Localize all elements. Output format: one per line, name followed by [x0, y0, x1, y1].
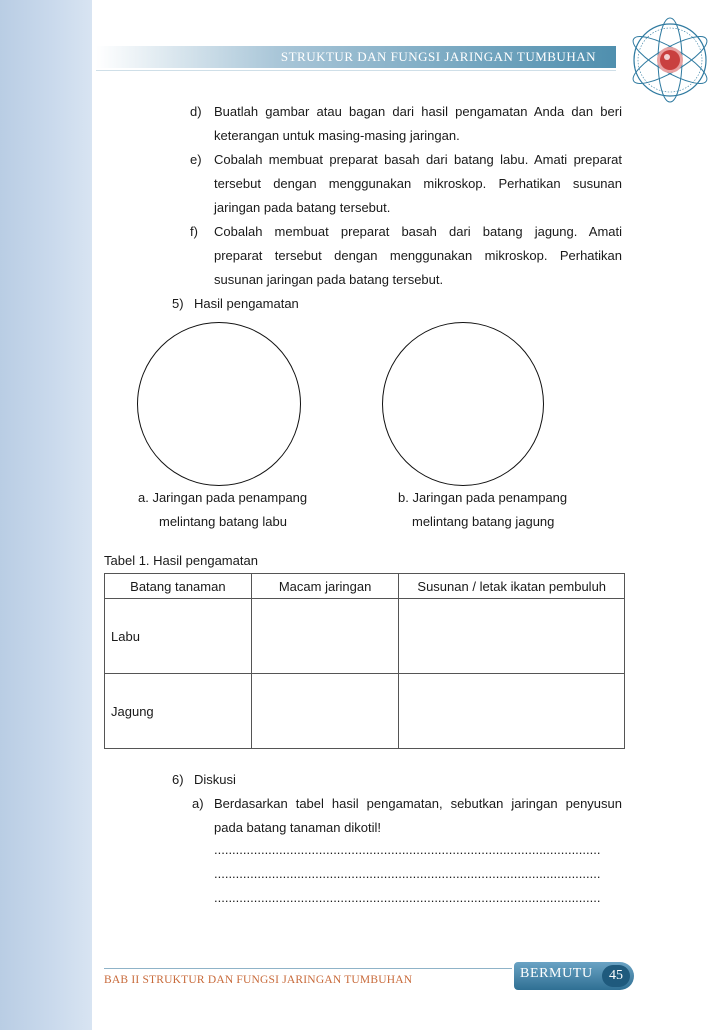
atom-emblem-logo	[624, 14, 716, 106]
page-number: 45	[602, 965, 630, 987]
step-f-line-1: Cobalah membuat preparat basah dari batang jagung. Amati	[214, 224, 622, 239]
step-d-marker: d)	[190, 104, 202, 119]
cell-jagung-susunan[interactable]	[399, 674, 625, 749]
table-header-row	[105, 574, 625, 599]
table-row	[105, 674, 625, 749]
cell-labu-macam-jaringan[interactable]	[251, 599, 399, 674]
header-rule	[96, 70, 616, 71]
answer-line-2[interactable]: ...........................................................................................................	[214, 866, 601, 881]
caption-a-line-1: a. Jaringan pada penampang	[138, 490, 308, 505]
question-a-line-2: pada batang tanaman dikotil!	[214, 820, 381, 835]
answer-line-3[interactable]: ...........................................................................................................	[214, 890, 601, 905]
footer-chapter-title: BAB II STRUKTUR DAN FUNGSI JARINGAN TUMBUHAN	[104, 974, 413, 986]
table-caption: Tabel 1. Hasil pengamatan	[104, 553, 258, 568]
step-e-marker: e)	[190, 152, 202, 167]
column-header-susunan: Susunan / letak ikatan pembuluh	[399, 574, 625, 599]
column-header-macam-jaringan: Macam jaringan	[251, 574, 399, 599]
side-band	[0, 0, 92, 1030]
drawing-circle-jagung[interactable]	[382, 322, 544, 486]
caption-b-line-2: melintang batang jagung	[412, 514, 555, 529]
section-6-marker: 6)	[172, 772, 184, 787]
row-label-labu: Labu	[105, 599, 252, 674]
question-a-marker: a)	[192, 796, 204, 811]
step-f-line-2: preparat tersebut dengan menggunakan mikroskop. Perhatikan	[214, 248, 622, 263]
step-e-line-2: tersebut dengan menggunakan mikroskop. Perhatikan susunan	[214, 176, 622, 191]
step-f-line-3: susunan jaringan pada batang tersebut.	[214, 272, 444, 287]
step-e-line-1: Cobalah membuat preparat basah dari batang labu. Amati preparat	[214, 152, 622, 167]
section-6-title: Diskusi	[194, 772, 236, 787]
section-5-title: Hasil pengamatan	[194, 296, 299, 311]
section-5-marker: 5)	[172, 296, 184, 311]
step-d-line-1: Buatlah gambar atau bagan dari hasil pengamatan Anda dan beri	[214, 104, 622, 119]
column-header-batang: Batang tanaman	[105, 574, 252, 599]
caption-a-line-2: melintang batang labu	[159, 514, 287, 529]
running-header-title: STRUKTUR DAN FUNGSI JARINGAN TUMBUHAN	[280, 49, 596, 64]
cell-jagung-macam-jaringan[interactable]	[251, 674, 399, 749]
step-e-line-3: jaringan pada batang tersebut.	[214, 200, 391, 215]
table-row	[105, 599, 625, 674]
answer-line-1[interactable]: ...........................................................................................................	[214, 842, 601, 857]
footer-rule	[104, 968, 512, 969]
row-label-jagung: Jagung	[105, 674, 252, 749]
drawing-circle-labu[interactable]	[137, 322, 301, 486]
step-f-marker: f)	[190, 224, 198, 239]
cell-labu-susunan[interactable]	[399, 599, 625, 674]
question-a-line-1: Berdasarkan tabel hasil pengamatan, sebutkan jaringan penyusun	[214, 796, 622, 811]
observation-table	[104, 573, 625, 749]
caption-b-line-1: b. Jaringan pada penampang	[398, 490, 568, 505]
footer-brand: BERMUTU	[520, 966, 593, 981]
step-d-line-2: keterangan untuk masing-masing jaringan.	[214, 128, 460, 143]
